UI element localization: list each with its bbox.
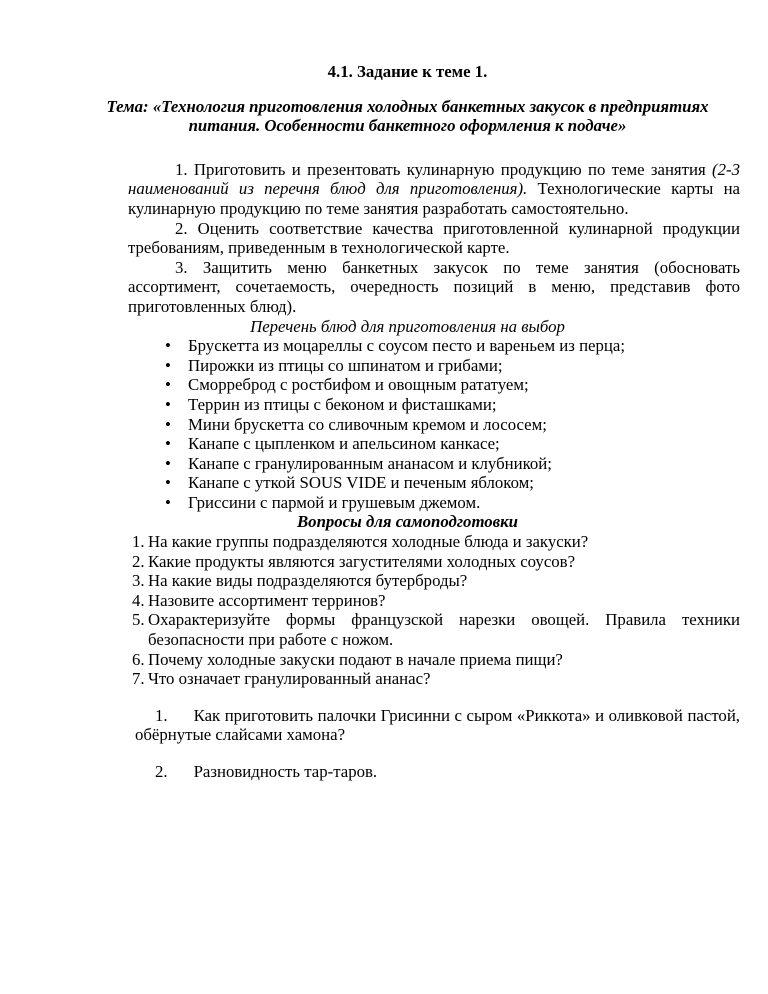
dish-item-text: Террин из птицы с беконом и фисташками;	[188, 394, 497, 414]
sub-question-number: 2.	[155, 761, 168, 781]
sub-question-number: 1.	[155, 705, 168, 725]
task-1-lead: 1. Приготовить и презентовать кулинарную продукцию по теме занятия	[175, 159, 713, 179]
dish-item	[165, 454, 740, 474]
sub-question-text: Как приготовить палочки Грисинни с сыром «Риккота» и оливковой пастой, обёрнутые слайсами хамона?	[135, 705, 740, 745]
dish-item-text: Канапе с уткой SOUS VIDE и печеным яблоком;	[188, 473, 534, 493]
dishes-list	[95, 336, 740, 512]
bullet-icon: •	[165, 394, 171, 414]
question-text: Какие продукты являются загустителями холодных соусов?	[148, 551, 576, 571]
questions-list	[132, 532, 740, 689]
question-number: 1.	[132, 532, 145, 552]
question-item	[132, 591, 740, 611]
bullet-icon: •	[165, 355, 171, 375]
dish-item-text: Канапе с цыпленком и апельсином канкасе;	[188, 434, 500, 454]
dish-item	[165, 415, 740, 435]
bullet-icon: •	[165, 375, 171, 395]
dishes-list-heading: Перечень блюд для приготовления на выбор	[250, 316, 565, 336]
question-item	[132, 650, 740, 670]
dish-item	[165, 493, 740, 513]
dish-item	[165, 336, 740, 356]
task-paragraph-1	[128, 160, 740, 219]
task-paragraph-2: 2. Оценить соответствие качества приготовленной кулинарной продукции требованиям, приведенным в технологической карте.	[128, 218, 740, 258]
bullet-icon: •	[165, 336, 171, 356]
question-text: Назовите ассортимент терринов?	[148, 590, 386, 610]
dish-item-text: Брускетта из моцареллы с соусом песто и вареньем из перца;	[188, 336, 625, 356]
sub-question-item	[135, 762, 740, 782]
question-number: 2.	[132, 551, 145, 571]
sub-question-text: Разновидность тар-таров.	[193, 761, 378, 781]
question-number: 4.	[132, 590, 145, 610]
question-text: На какие группы подразделяются холодные блюда и закуски?	[148, 532, 589, 552]
question-item	[132, 610, 740, 649]
sub-question-item	[135, 706, 740, 745]
theme-heading: Тема: «Технология приготовления холодных банкетных закусок в предприятиях питания. Особенности банкетного оформления к подаче»	[106, 96, 709, 136]
dish-item	[165, 375, 740, 395]
dish-item	[165, 395, 740, 415]
task-1-tail: Технологические карты на кулинарную продукцию по теме занятия разработать самостоятельно.	[128, 179, 740, 218]
task-1-italic-note: (2-3 наименований из перечня блюд для приготовления).	[128, 159, 740, 199]
dish-item	[165, 434, 740, 454]
question-text: Что означает гранулированный ананас?	[148, 669, 431, 689]
dish-item-text: Пирожки из птицы со шпинатом и грибами;	[188, 355, 503, 375]
question-number: 7.	[132, 669, 145, 689]
question-item	[132, 552, 740, 572]
bullet-icon: •	[165, 453, 171, 473]
question-item	[132, 669, 740, 689]
question-number: 6.	[132, 649, 145, 669]
bullet-icon: •	[165, 414, 171, 434]
dish-item-text: Канапе с гранулированным ананасом и клубникой;	[188, 453, 552, 473]
question-item	[132, 571, 740, 591]
bullet-icon: •	[165, 434, 171, 454]
question-item	[132, 532, 740, 552]
question-text: На какие виды подразделяются бутерброды?	[148, 571, 468, 591]
dish-item-text: Сморреброд с ростбифом и овощным рататуем;	[188, 375, 529, 395]
questions-heading: Вопросы для самоподготовки	[296, 512, 519, 532]
dish-item-text: Мини брускетта со сливочным кремом и лососем;	[188, 414, 547, 434]
question-number: 3.	[132, 571, 145, 591]
dish-item	[165, 356, 740, 376]
question-text: Охарактеризуйте формы французской нарезки овощей. Правила техники безопасности при работе с ножом.	[148, 610, 740, 650]
bullet-icon: •	[165, 492, 171, 512]
bullet-icon: •	[165, 473, 171, 493]
question-number: 5.	[132, 610, 145, 630]
question-text: Почему холодные закуски подают в начале приема пищи?	[148, 649, 563, 669]
dish-item-text: Гриссини с пармой и грушевым джемом.	[188, 492, 481, 512]
task-paragraph-3: 3. Защитить меню банкетных закусок по теме занятия (обосновать ассортимент, сочетаемость, очередность позиций в меню, представив фото приготовленных блюд).	[128, 257, 740, 316]
document-title: 4.1. Задание к теме 1.	[327, 62, 488, 81]
dish-item	[165, 473, 740, 493]
